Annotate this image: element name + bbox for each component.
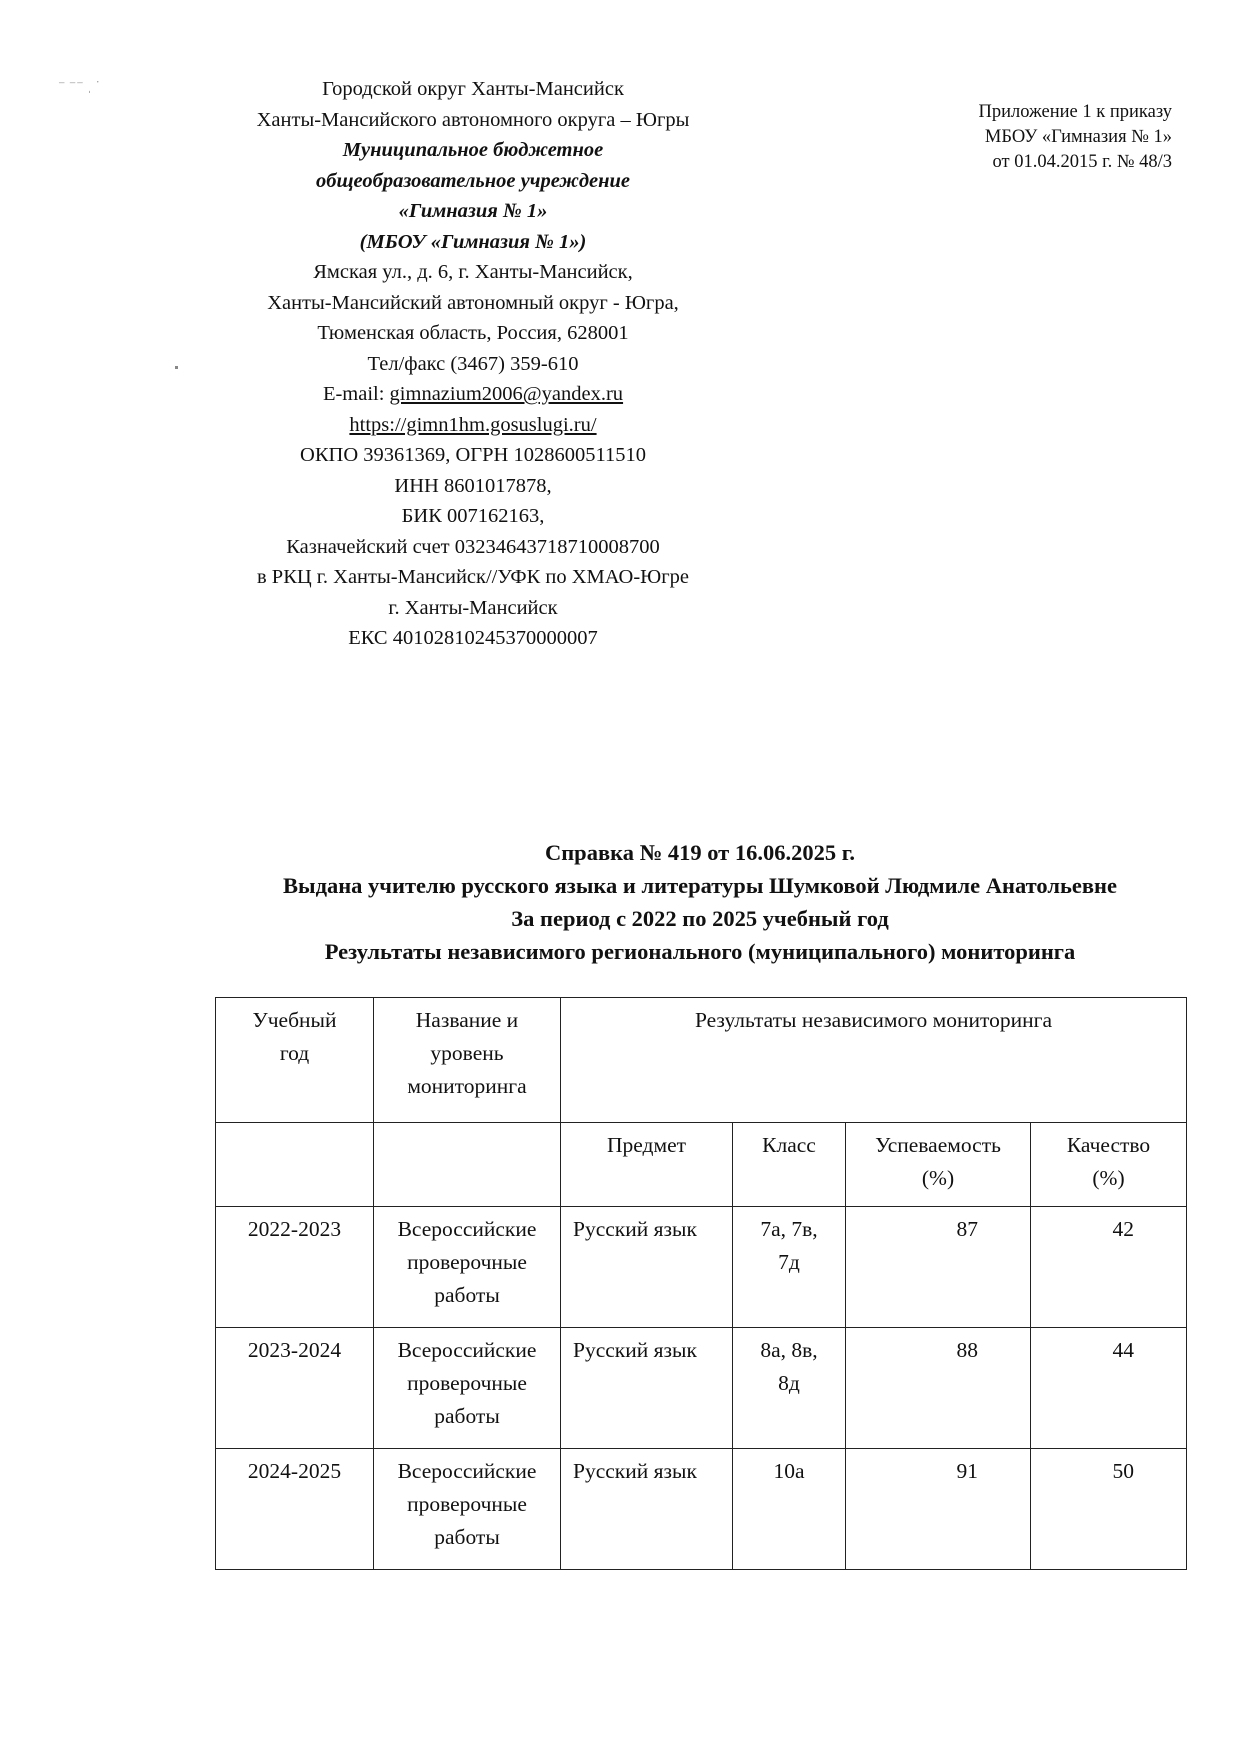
subheader-quality <box>1031 1123 1187 1207</box>
scan-speck <box>175 366 178 369</box>
header-name-line-3: мониторинга <box>407 1074 527 1098</box>
header-address-3: Тюменская область, Россия, 628001 <box>317 322 629 344</box>
table-row <box>216 1328 1187 1449</box>
header-bik: БИК 007162163, <box>401 505 545 527</box>
cell-class-line-2: 7д <box>778 1250 800 1274</box>
header-address-1: Ямская ул., д. 6, г. Ханты-Мансийск, <box>313 261 633 283</box>
subheader-subject: Предмет <box>561 1123 733 1207</box>
cell-subject: Русский язык <box>561 1328 733 1449</box>
cell-subject: Русский язык <box>561 1449 733 1570</box>
cell-name-line-1: Всероссийские <box>397 1338 537 1362</box>
organization-header <box>200 74 746 654</box>
subheader-success <box>846 1123 1031 1207</box>
certificate-title <box>200 836 1200 968</box>
cell-class-line-1: 7а, 7в, <box>760 1217 818 1241</box>
subheader-success-line-2: (%) <box>921 1166 955 1190</box>
cell-success: 91 <box>846 1449 1031 1570</box>
cell-success: 87 <box>846 1207 1031 1328</box>
cell-class <box>733 1328 846 1449</box>
email-link[interactable]: gimnazium2006@yandex.ru <box>389 383 624 405</box>
cell-year: 2022-2023 <box>216 1207 374 1328</box>
cell-name-line-3: работы <box>434 1404 500 1428</box>
scan-artifact: ⁻ ⁻⁻ ˌ ˙ <box>58 79 100 94</box>
appendix-line-1: Приложение 1 к приказу <box>978 102 1172 122</box>
header-eks: ЕКС 40102810245370000007 <box>348 627 598 649</box>
header-cell-name <box>374 998 561 1123</box>
header-line-3: Муниципальное бюджетное <box>342 139 604 161</box>
header-line-6: (МБОУ «Гимназия № 1») <box>359 230 587 253</box>
results-heading: Результаты независимого регионального (муниципального) мониторинга <box>324 939 1076 964</box>
header-name-line-1: Название и <box>415 1008 519 1032</box>
header-address-2: Ханты-Мансийский автономный округ - Югра, <box>267 291 679 314</box>
table-header-row <box>216 998 1187 1123</box>
cell-quality: 42 <box>1031 1207 1187 1328</box>
header-line-1: Городской округ Ханты-Мансийск <box>322 78 624 100</box>
email-label: E-mail: <box>322 383 390 405</box>
subheader-empty-2 <box>374 1123 561 1207</box>
appendix-line-3: от 01.04.2015 г. № 48/3 <box>992 152 1172 172</box>
cell-name-line-1: Всероссийские <box>397 1459 537 1483</box>
cell-monitoring-name <box>374 1449 561 1570</box>
period: За период с 2022 по 2025 учебный год <box>511 906 889 931</box>
header-year-line-1: Учебный <box>252 1008 337 1032</box>
table-row <box>216 1449 1187 1570</box>
order-appendix-note <box>900 100 1172 175</box>
header-email-line <box>200 379 746 410</box>
cell-class <box>733 1207 846 1328</box>
cell-name-line-3: работы <box>434 1525 500 1549</box>
header-cell-results: Результаты независимого мониторинга <box>561 998 1187 1123</box>
cell-class-line-1: 10а <box>773 1459 805 1483</box>
header-phone: Тел/факс (3467) 359-610 <box>367 352 579 375</box>
header-inn: ИНН 8601017878, <box>394 474 552 497</box>
cell-year: 2024-2025 <box>216 1449 374 1570</box>
cell-subject: Русский язык <box>561 1207 733 1328</box>
subheader-empty-1 <box>216 1123 374 1207</box>
cell-quality: 50 <box>1031 1449 1187 1570</box>
certificate-number: Справка № 419 от 16.06.2025 г. <box>544 840 856 865</box>
cell-year: 2023-2024 <box>216 1328 374 1449</box>
cell-class-line-2: 8д <box>778 1371 800 1395</box>
cell-success: 88 <box>846 1328 1031 1449</box>
cell-name-line-2: проверочные <box>407 1371 527 1395</box>
subheader-quality-line-1: Качество <box>1066 1133 1151 1157</box>
table-row <box>216 1207 1187 1328</box>
monitoring-results-table <box>215 997 1187 1570</box>
header-line-2: Ханты-Мансийского автономного округа – Югры <box>256 108 690 131</box>
subheader-success-line-1: Успеваемость <box>875 1133 1001 1157</box>
header-line-4: общеобразовательное учреждение <box>316 169 630 192</box>
cell-quality: 44 <box>1031 1328 1187 1449</box>
cell-name-line-2: проверочные <box>407 1492 527 1516</box>
issued-to: Выдана учителю русского языка и литературы Шумковой Людмиле Анатольевне <box>283 873 1117 898</box>
header-line-5: «Гимназия № 1» <box>398 200 548 222</box>
header-cell-year <box>216 998 374 1123</box>
cell-name-line-2: проверочные <box>407 1250 527 1274</box>
subheader-quality-line-2: (%) <box>1092 1166 1125 1190</box>
header-okpo: ОКПО 39361369, ОГРН 1028600511510 <box>300 444 646 466</box>
table-subheader-row <box>216 1123 1187 1207</box>
header-name-line-2: уровень <box>430 1041 504 1065</box>
header-year-line-2: год <box>279 1041 310 1065</box>
website-link[interactable]: https://gimn1hm.gosuslugi.ru/ <box>349 413 597 436</box>
subheader-class: Класс <box>733 1123 846 1207</box>
header-account: Казначейский счет 03234643718710008700 <box>286 535 660 558</box>
header-bank: в РКЦ г. Ханты-Мансийск//УФК по ХМАО-Югре <box>257 566 689 588</box>
cell-class-line-1: 8а, 8в, <box>760 1338 818 1362</box>
cell-name-line-3: работы <box>434 1283 500 1307</box>
cell-monitoring-name <box>374 1207 561 1328</box>
appendix-line-2: МБОУ «Гимназия № 1» <box>984 127 1172 147</box>
cell-class <box>733 1449 846 1570</box>
cell-monitoring-name <box>374 1328 561 1449</box>
cell-name-line-1: Всероссийские <box>397 1217 537 1241</box>
header-city: г. Ханты-Мансийск <box>388 596 558 619</box>
